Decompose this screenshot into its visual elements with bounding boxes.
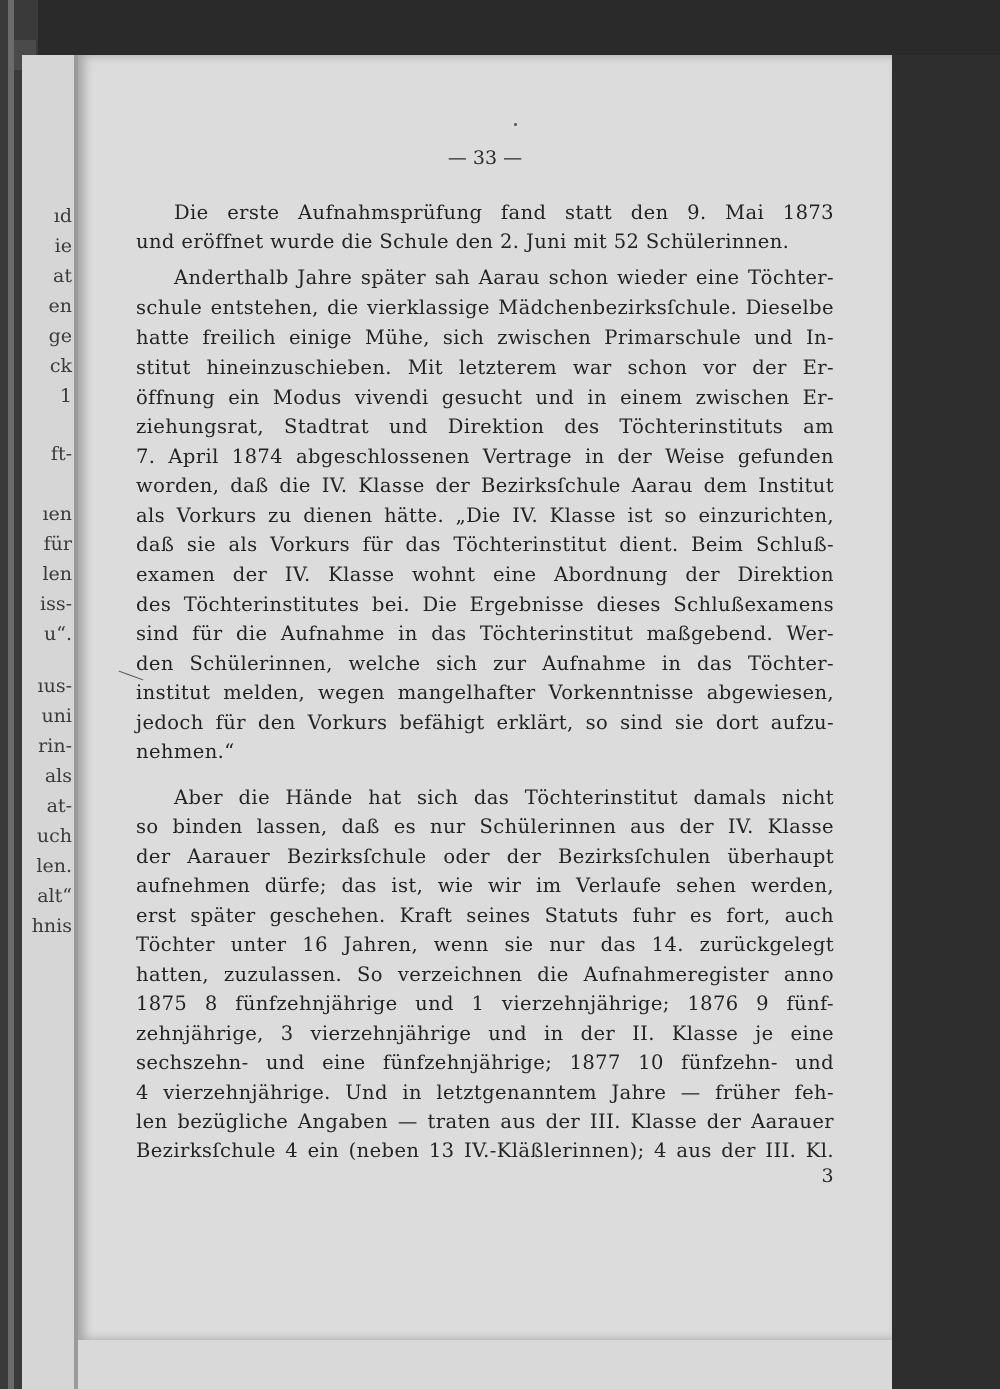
signature-mark: 3 [821,1165,834,1187]
left-page-fragment: iss- [40,593,72,615]
left-page-fragment: ıus- [37,675,72,697]
text-line: sechszehn- und eine fünfzehnjährige; 1877 10 fünfzehn- und [136,1051,834,1074]
left-page-fragment: ıd [53,205,72,227]
left-page-fragment: als [44,765,72,787]
text-line: 1875 8 fünfzehnjährige und 1 vierzehnjährige; 1876 9 fünf- [136,992,834,1015]
left-page-fragment: ie [54,235,72,257]
page-number: — 33 — [447,147,523,169]
text-line: hatten, zuzulassen. So verzeichnen die Aufnahmeregister anno [136,963,834,986]
text-line: worden, daß die IV. Klasse der Bezirksſchule Aarau dem Institut [136,474,834,497]
text-line: aufnehmen dürfe; das ist, wie wir im Verlaufe sehen werden, [136,874,834,897]
left-page-fragment: rin- [38,735,72,757]
text-line: erst später geschehen. Kraft seines Statuts fuhr es fort, auch [136,904,834,927]
left-page-fragment: ck [49,355,72,377]
text-line: der Aarauer Bezirksſchule oder der Bezirksſchulen überhaupt [136,845,834,868]
right-page [78,55,892,1340]
left-page-edge [22,55,80,1389]
text-line: Aber die Hände hat sich das Töchterinstitut damals nicht [174,786,834,809]
left-page-fragment: uch [36,825,72,847]
text-line: öffnung ein Modus vivendi gesucht und in einem zwischen Er- [136,386,834,409]
text-line: 7. April 1874 abgeschlossenen Vertrage in der Weise gefunden [136,445,834,468]
text-line: institut melden, wegen mangelhafter Vorkenntnisse abgewiesen, [136,681,834,704]
left-page-fragment: at- [46,795,72,817]
left-page-fragment: 1 [59,385,72,407]
left-page-fragment: ft- [50,443,72,465]
text-line: ziehungsrat, Stadtrat und Direktion des Töchterinstituts am [136,415,834,438]
page-bottom [78,1340,892,1389]
left-page-fragment: at [53,265,72,287]
scanner-background-right [892,55,1000,1389]
text-line: des Töchterinstitutes bei. Die Ergebnisse dieses Schlußexamens [136,593,834,616]
text-line: stitut hineinzuschieben. Mit letzterem war schon vor der Er- [136,356,834,379]
left-page-fragment: ge [48,325,72,347]
text-line: den Schülerinnen, welche sich zur Aufnahme in das Töchter- [136,652,834,675]
left-page-fragment: u“. [44,623,72,645]
left-page-fragment: en [48,295,72,317]
text-line: examen der IV. Klasse wohnt eine Abordnung der Direktion [136,563,834,586]
text-line: sind für die Aufnahme in das Töchterinstitut maßgebend. Wer- [136,622,834,645]
left-page-fragment: uni [41,705,72,727]
text-line: len bezügliche Angaben — traten aus der III. Klasse der Aarauer [136,1110,834,1133]
spine-edge [8,0,14,1389]
left-page-fragment: ıen [42,503,72,525]
text-line: zehnjährige, 3 vierzehnjährige und in der II. Klasse je eine [136,1022,834,1045]
text-line: schule entstehen, die vierklassige Mädchenbezirksſchule. Dieselbe [136,296,834,319]
text-line: Töchter unter 16 Jahren, wenn sie nur das 14. zurückgelegt [136,933,834,956]
left-page-fragment: für [43,533,72,555]
left-page-fragment: len. [36,855,72,877]
text-line: und eröffnet wurde die Schule den 2. Juni mit 52 Schülerinnen. [136,230,790,253]
text-line: jedoch für den Vorkurs befähigt erklärt, so sind sie dort aufzu- [136,711,834,734]
text-line: Die erste Aufnahmsprüfung fand statt den 9. Mai 1873 [174,201,834,224]
text-line: nehmen.“ [136,740,235,763]
paper-speck [514,123,517,126]
scanner-background-top [0,0,1000,60]
left-page-fragment: hnis [31,915,72,937]
text-line: 4 vierzehnjährige. Und in letztgenanntem Jahre — früher feh- [136,1081,834,1104]
text-line: Anderthalb Jahre später sah Aarau schon wieder eine Töchter- [174,266,834,289]
left-page-fragment: len [42,563,72,585]
text-line: daß sie als Vorkurs für das Töchterinstitut dient. Beim Schluß- [136,533,834,556]
left-page-fragment: alt“ [37,885,72,907]
text-line: als Vorkurs zu dienen hätte. „Die IV. Klasse ist so einzurichten, [136,504,834,527]
text-line: so binden lassen, daß es nur Schülerinnen aus der IV. Klasse [136,815,834,838]
text-line: hatte freilich einige Mühe, sich zwischen Primarschule und In- [136,326,834,349]
text-line: Bezirksſchule 4 ein (neben 13 IV.-Kläßlerinnen); 4 aus der III. Kl. [136,1139,834,1162]
